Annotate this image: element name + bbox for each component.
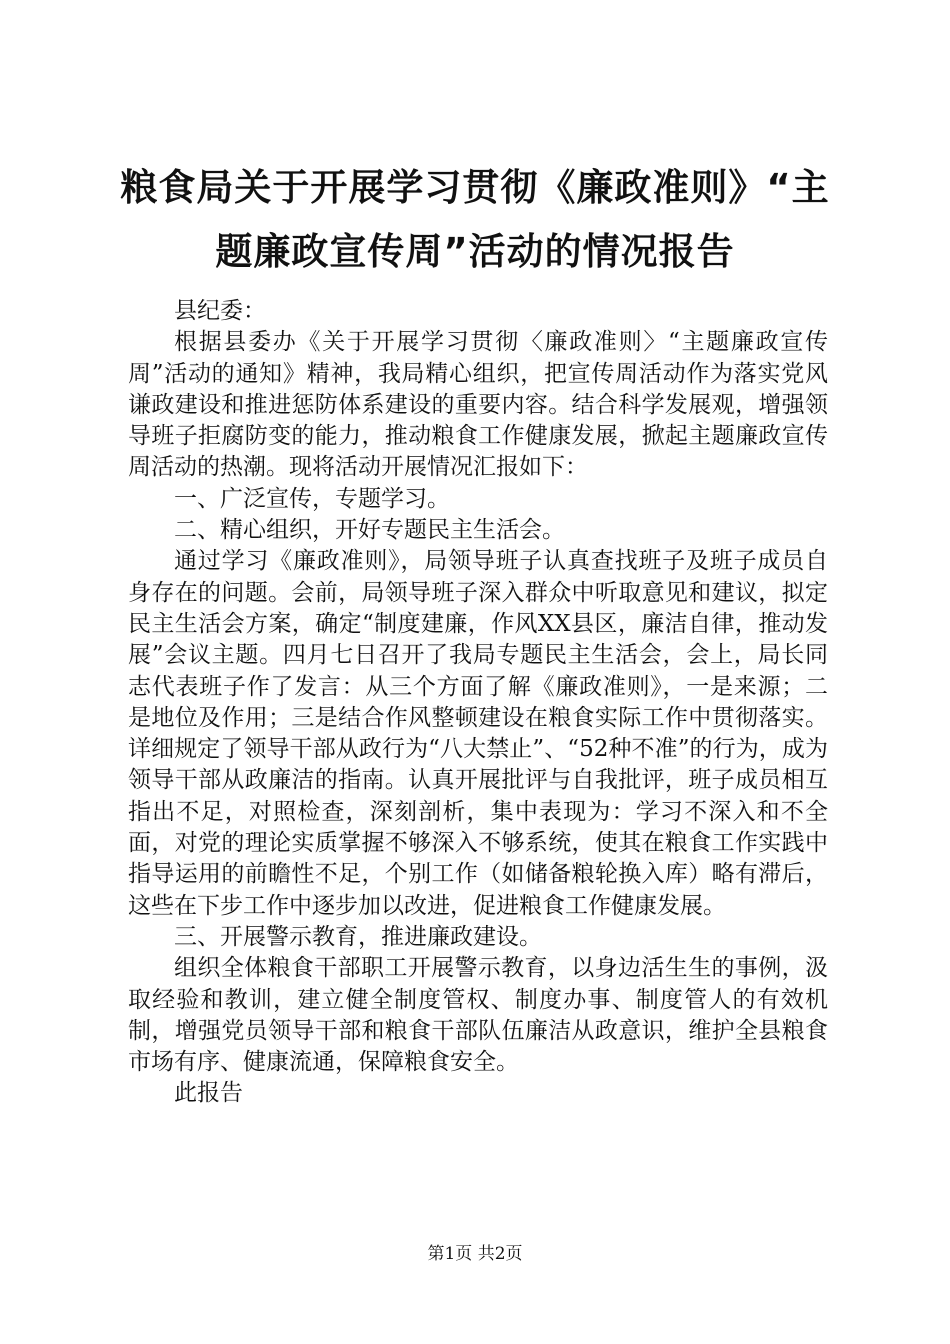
section-heading-1: 一、广泛宣传，专题学习。 bbox=[174, 485, 450, 512]
salutation: 县纪委： bbox=[174, 298, 266, 324]
paragraph-section-3: 组织全体粮食干部职工开展警示教育，以身边活生生的事例，汲取经验和教训，建立健全制度管权、制度办事、制度管人的有效机制，增强党员领导干部和粮食干部队伍廉洁从政意识，维护全县粮食市场有序、健康流通，保障粮食安全。 bbox=[128, 955, 828, 1076]
document-body bbox=[128, 296, 828, 1110]
section-heading-2: 二、精心组织，开好专题民主生活会。 bbox=[174, 517, 565, 544]
section-heading-3: 三、开展警示教育，推进廉政建设。 bbox=[174, 923, 542, 950]
closing-line: 此报告 bbox=[174, 1080, 243, 1107]
document-title: 粮食局关于开展学习贯彻《廉政准则》“主题廉政宣传周”活动的情况报告 bbox=[120, 166, 830, 273]
paragraph-intro: 根据县委办《关于开展学习贯彻〈廉政准则〉“主题廉政宣传周”活动的通知》精神，我局精心组织，把宣传周活动作为落实党风谦政建设和推进惩防体系建设的重要内容。结合科学发展观，增强领导班子拒腐防变的能力，推动粮食工作健康发展，掀起主题廉政宣传周活动的热潮。现将活动开展情况汇报如下： bbox=[128, 329, 828, 481]
page-number: 第1页 共2页 bbox=[427, 1244, 523, 1264]
paragraph-section-2: 通过学习《廉政准则》，局领导班子认真查找班子及班子成员自身存在的问题。会前，局领导班子深入群众中听取意见和建议，拟定民主生活会方案，确定“制度建廉，作风XX县区，廉洁自律，推动发展”会议主题。四月七日召开了我局专题民主生活会，会上，局长同志代表班子作了发言：从三个方面了解《廉政准则》，一是来源；二是地位及作用；三是结合作风整顿建设在粮食实际工作中贯彻落实。详细规定了领导干部从政行为“八大禁止”、“52种不准”的行为，成为领导干部从政廉洁的指南。认真开展批评与自我批评，班子成员相互指出不足，对照检查，深刻剖析，集中表现为：学习不深入和不全面，对党的理论实质掌握不够深入不够系统，使其在粮食工作实践中指导运用的前瞻性不足，个别工作（如储备粮轮换入库）略有滞后，这些在下步工作中逐步加以改进，促进粮食工作健康发展。 bbox=[128, 548, 828, 919]
